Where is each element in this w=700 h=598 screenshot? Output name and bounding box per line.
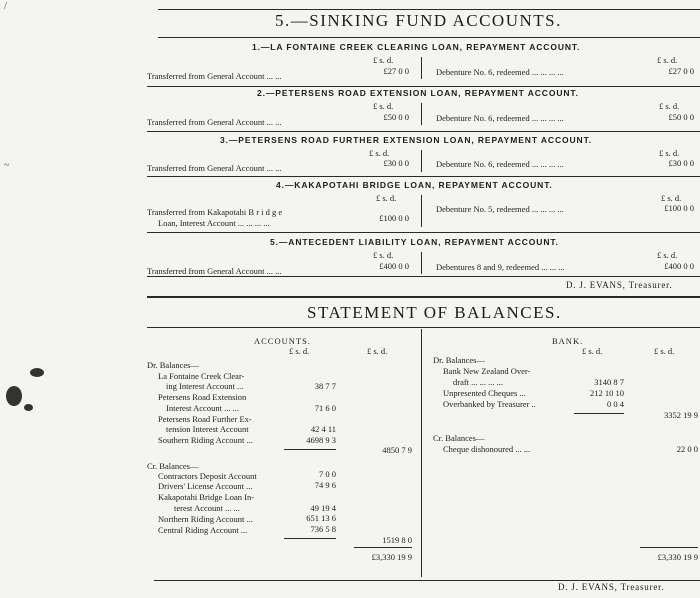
scan-mark: ~	[4, 160, 10, 171]
balances-title-rule	[147, 327, 700, 328]
lsd-header: £ s. d.	[659, 148, 680, 158]
balance-amount: 651 13 6	[306, 513, 336, 523]
subtotal-rule	[284, 449, 336, 450]
balance-line: Petersens Road Further Ex-	[158, 414, 252, 424]
account-rule	[147, 86, 700, 87]
bank-cr-total: 22 0 0	[676, 444, 698, 454]
balance-line: draft ... ... ... ...	[453, 377, 504, 387]
account-rule	[147, 232, 700, 233]
balance-line: Drivers' License Account ...	[158, 481, 253, 491]
left-entry: Loan, Interest Account ... ... ... ...	[158, 218, 270, 228]
account-rule	[147, 131, 700, 132]
right-amount: £400 0 0	[664, 261, 694, 271]
balance-line: La Fontaine Creek Clear-	[158, 371, 245, 381]
balances-divider	[421, 329, 422, 577]
scan-mark: /	[4, 0, 8, 12]
balance-line: terest Account ... ...	[174, 503, 240, 513]
lsd-header: £ s. d.	[654, 346, 675, 356]
balance-amount: 49 19 4	[310, 503, 336, 513]
left-entry: Transferred from Kakapotahi B r i d g e	[147, 207, 283, 217]
balance-line: Petersens Road Extension	[158, 392, 247, 402]
balance-amount: 3140 8 7	[594, 377, 624, 387]
subtotal-rule	[284, 538, 336, 539]
balance-line: Northern Riding Account ...	[158, 514, 253, 524]
section-rule	[147, 296, 700, 298]
account-heading: 5.—ANTECEDENT LIABILITY LOAN, REPAYMENT ACCOUNT.	[270, 237, 559, 247]
column-divider	[421, 57, 422, 79]
lsd-header: £ s. d.	[657, 55, 678, 65]
balance-line: Contractors Deposit Account	[158, 471, 257, 481]
bank-dr-total: 3352 19 9	[664, 410, 698, 420]
dr-balances-label: Dr. Balances—	[433, 355, 485, 365]
scan-mark	[30, 368, 44, 377]
lsd-header: £ s. d.	[657, 250, 678, 260]
lsd-header: £ s. d.	[289, 346, 310, 356]
balances-title: STATEMENT OF BALANCES.	[307, 303, 562, 322]
balance-amount: 74 9 6	[314, 480, 336, 490]
treasurer-signature: D. J. EVANS, Treasurer.	[566, 280, 673, 290]
cr-balances-label: Cr. Balances—	[147, 461, 199, 471]
right-amount: £50 0 0	[668, 112, 694, 122]
account-heading: 3.—PETERSENS ROAD FURTHER EXTENSION LOAN, REPAYMENT ACCOUNT.	[220, 135, 592, 145]
left-entry: Transferred from General Account ... ...	[147, 266, 282, 276]
right-amount: £100 0 0	[664, 203, 694, 213]
cr-total: 1519 8 0	[382, 535, 412, 545]
account-heading: 1.—LA FONTAINE CREEK CLEARING LOAN, REPAYMENT ACCOUNT.	[252, 42, 581, 52]
total-rule	[354, 547, 412, 548]
subtotal-rule	[574, 413, 624, 414]
scan-mark	[24, 404, 33, 411]
balance-amount: 212 10 10	[590, 388, 624, 398]
accounts-grand-total: £3,330 19 9	[371, 552, 412, 562]
left-amount: £400 0 0	[379, 261, 409, 271]
bank-header: BANK.	[552, 336, 584, 346]
dr-balances-label: Dr. Balances—	[147, 360, 199, 370]
title-rule	[158, 37, 700, 38]
lsd-header: £ s. d.	[373, 55, 394, 65]
left-entry: Transferred from General Account ... ...	[147, 71, 282, 81]
account-heading: 4.—KAKAPOTAHI BRIDGE LOAN, REPAYMENT ACCOUNT.	[276, 180, 553, 190]
bank-grand-total: £3,330 19 9	[657, 552, 698, 562]
page-title: 5.—SINKING FUND ACCOUNTS.	[275, 11, 562, 30]
balance-amount: 0 0 4	[607, 399, 624, 409]
balance-amount: 7 0 0	[319, 469, 336, 479]
right-entry: Debenture No. 6, redeemed ... ... ... ...	[436, 159, 564, 169]
account-heading: 2.—PETERSENS ROAD EXTENSION LOAN, REPAYMENT ACCOUNT.	[257, 88, 579, 98]
total-rule	[640, 547, 698, 548]
balance-line: Kakapotahi Bridge Loan In-	[158, 492, 255, 502]
left-amount: £30 0 0	[383, 158, 409, 168]
lsd-header: £ s. d.	[659, 101, 680, 111]
bottom-rule	[154, 580, 700, 581]
balance-line: Unpresented Cheques ...	[443, 388, 526, 398]
left-entry: Transferred from General Account ... ...	[147, 117, 282, 127]
balance-amount: 42 4 11	[310, 424, 336, 434]
scan-mark	[6, 386, 22, 406]
lsd-header: £ s. d.	[373, 250, 394, 260]
lsd-header: £ s. d.	[367, 346, 388, 356]
balance-line: ing Interest Account ...	[166, 381, 244, 391]
column-divider	[421, 150, 422, 172]
lsd-header: £ s. d.	[369, 148, 390, 158]
column-divider	[421, 103, 422, 125]
left-amount: £27 0 0	[383, 66, 409, 76]
balance-line: Interest Account ... ...	[166, 403, 239, 413]
lsd-header: £ s. d.	[582, 346, 603, 356]
account-rule	[147, 176, 700, 177]
right-entry: Debenture No. 5, redeemed ... ... ... ...	[436, 204, 564, 214]
treasurer-signature: D. J. EVANS, Treasurer.	[558, 582, 665, 592]
balance-line: Southern Riding Account ...	[158, 435, 253, 445]
balance-line: Overbanked by Treasurer ..	[443, 399, 536, 409]
balance-line: tension Interest Account	[166, 424, 249, 434]
lsd-header: £ s. d.	[373, 101, 394, 111]
cr-balances-label: Cr. Balances—	[433, 433, 485, 443]
top-rule	[158, 9, 700, 10]
column-divider	[421, 195, 422, 227]
right-amount: £30 0 0	[668, 158, 694, 168]
balance-line: Bank New Zealand Over-	[443, 366, 531, 376]
right-amount: £27 0 0	[668, 66, 694, 76]
right-entry: Debentures 8 and 9, redeemed ... ... ...	[436, 262, 565, 272]
balance-amount: 38 7 7	[314, 381, 336, 391]
dr-total: 4850 7 9	[382, 445, 412, 455]
balance-amount: 4698 9 3	[306, 435, 336, 445]
balance-line: Cheque dishonoured ... ...	[443, 444, 531, 454]
lsd-header: £ s. d.	[376, 193, 397, 203]
balance-amount: 736 5 8	[310, 524, 336, 534]
left-amount: £50 0 0	[383, 112, 409, 122]
account-rule	[147, 276, 700, 277]
lsd-header: £ s. d.	[661, 193, 682, 203]
column-divider	[421, 252, 422, 274]
right-entry: Debenture No. 6, redeemed ... ... ... ...	[436, 67, 564, 77]
left-entry: Transferred from General Account ... ...	[147, 163, 282, 173]
balance-amount: 71 6 0	[314, 403, 336, 413]
balance-line: Central Riding Account ...	[158, 525, 248, 535]
accounts-header: ACCOUNTS.	[254, 336, 311, 346]
right-entry: Debenture No. 6, redeemed ... ... ... ...	[436, 113, 564, 123]
left-amount: £100 0 0	[379, 213, 409, 223]
